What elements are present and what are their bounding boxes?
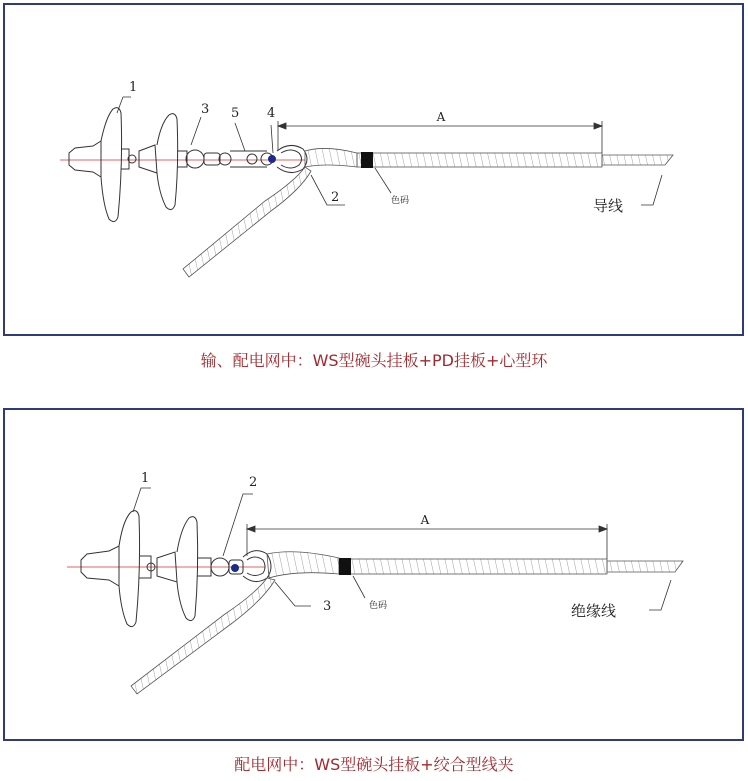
diagram-panel-1 <box>3 3 744 336</box>
color-code-mark <box>339 558 351 575</box>
color-code-mark <box>361 152 373 168</box>
part-label-2: 2 <box>331 190 340 205</box>
diagram-2-drawing <box>5 410 742 739</box>
part-label-5: 5 <box>231 106 240 121</box>
color-code-label: 色码 <box>391 196 410 206</box>
preformed-wrap-upper <box>305 148 357 167</box>
part-label-3: 3 <box>201 102 210 117</box>
dimension-a-label: A <box>420 513 430 527</box>
conductor-rod <box>357 153 602 167</box>
insulator-disc-2 <box>139 114 187 210</box>
insulator-disc-1 <box>69 108 136 222</box>
insulated-line-label: 绝缘线 <box>571 602 617 620</box>
insulator-disc-1 <box>81 511 155 627</box>
part-label-2: 2 <box>249 475 258 490</box>
conductor <box>602 155 673 165</box>
socket-clevis <box>186 150 231 168</box>
insulated-conductor <box>607 561 683 572</box>
pd-plate <box>230 151 276 167</box>
thimble <box>277 145 307 172</box>
diagram-1-drawing <box>5 5 742 334</box>
preformed-wrap-lower <box>131 578 275 694</box>
preformed-wrap-upper <box>267 552 339 578</box>
diagram-2-caption: 配电网中：WS型碗头挂板+绞合型线夹 <box>234 755 514 774</box>
part-label-3: 3 <box>323 599 332 614</box>
conductor-rod <box>339 559 607 574</box>
insulator-disc-2 <box>157 517 211 621</box>
diagram-panel-2 <box>3 408 744 741</box>
part-label-1: 1 <box>141 471 150 486</box>
diagram-1-caption: 输、配电网中：WS型碗头挂板+PD挂板+心型环 <box>200 351 548 370</box>
conductor-label: 导线 <box>593 197 624 215</box>
color-code-label: 色码 <box>369 601 388 611</box>
dimension-a-label: A <box>436 110 446 124</box>
part-label-1: 1 <box>129 80 138 95</box>
preformed-wrap-lower <box>183 167 311 277</box>
part-label-4: 4 <box>267 106 276 121</box>
